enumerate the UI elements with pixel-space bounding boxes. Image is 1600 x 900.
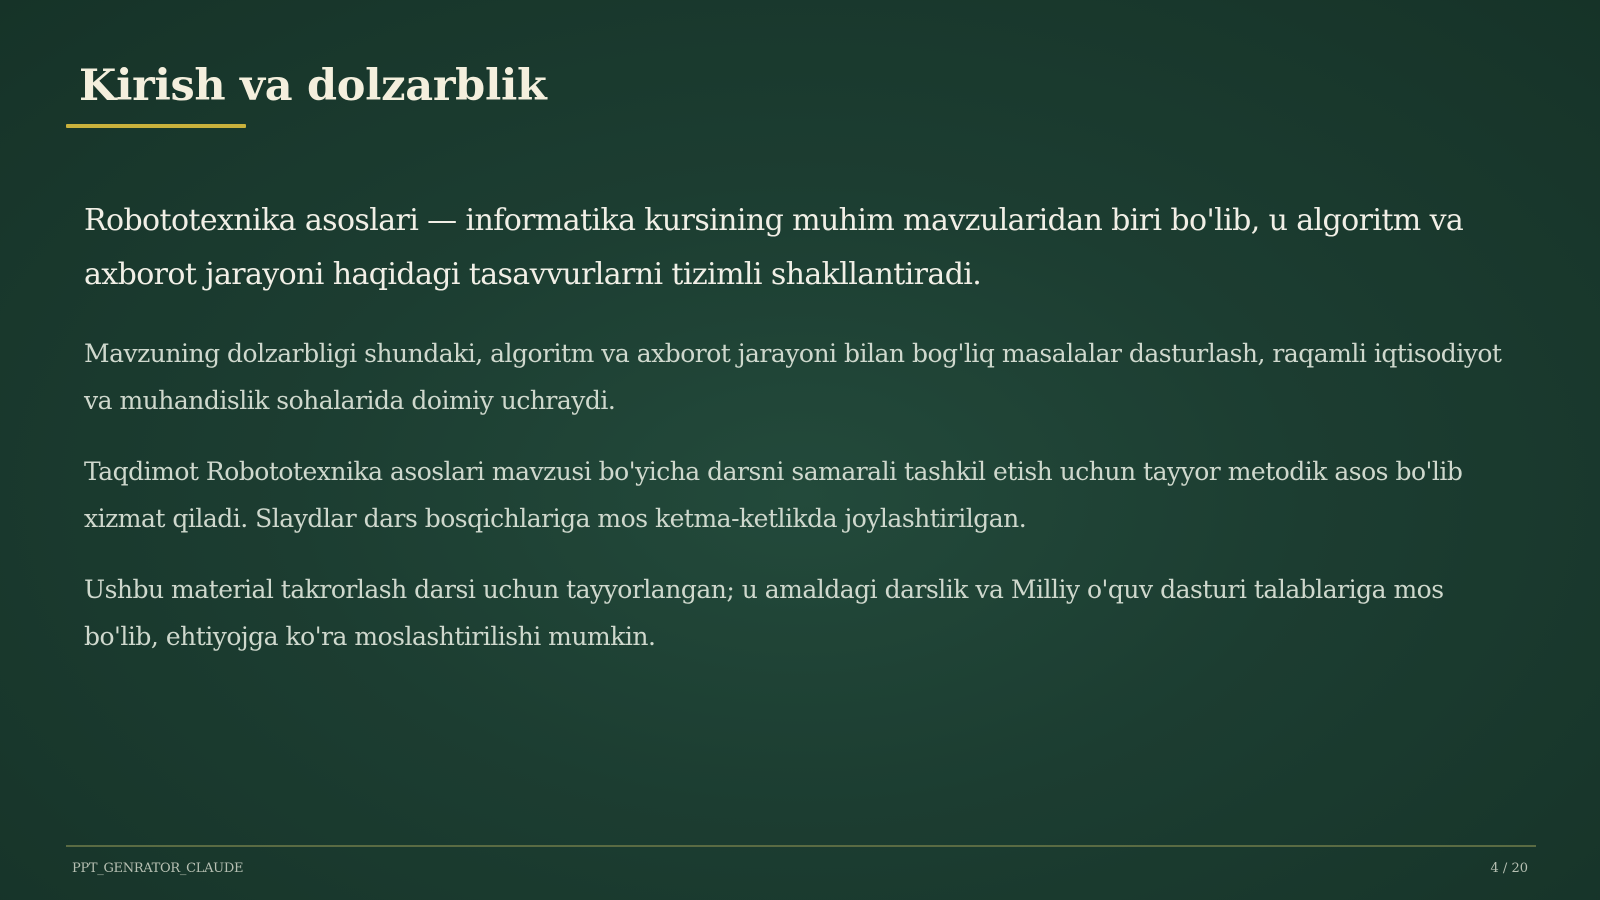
- footer-divider: [66, 845, 1536, 847]
- slide-title: Kirish va dolzarblik: [79, 61, 547, 111]
- footer-brand: PPT_GENRATOR_CLAUDE: [72, 861, 244, 876]
- body-paragraph-2: Taqdimot Robototexnika asoslari mavzusi bo'yicha darsni samarali tashkil etish uchun tayyor metodik asos bo'lib xizmat qiladi. Slaydlar dars bosqichlariga mos ketma-ketlikda joylashtirilgan.: [84, 457, 1463, 533]
- body-paragraph-1: Mavzuning dolzarbligi shundaki, algoritm va axborot jarayoni bilan bog'liq masalalar dasturlash, raqamli iqtisodiyot va muhandislik sohalarida doimiy uchraydi.: [84, 339, 1502, 415]
- page-number: 4 / 20: [1490, 861, 1528, 876]
- slide-content: [84, 194, 1524, 684]
- body-paragraph-3: Ushbu material takrorlash darsi uchun tayyorlangan; u amaldagi darslik va Milliy o'quv dasturi talablariga mos bo'lib, ehtiyojga ko'ra moslashtirilishi mumkin.: [84, 575, 1444, 651]
- lead-paragraph: Robototexnika asoslari — informatika kursining muhim mavzularidan biri bo'lib, u algoritm va axborot jarayoni haqidagi tasavvurlarni tizimli shakllantiradi.: [84, 203, 1464, 292]
- title-underline: [66, 124, 246, 128]
